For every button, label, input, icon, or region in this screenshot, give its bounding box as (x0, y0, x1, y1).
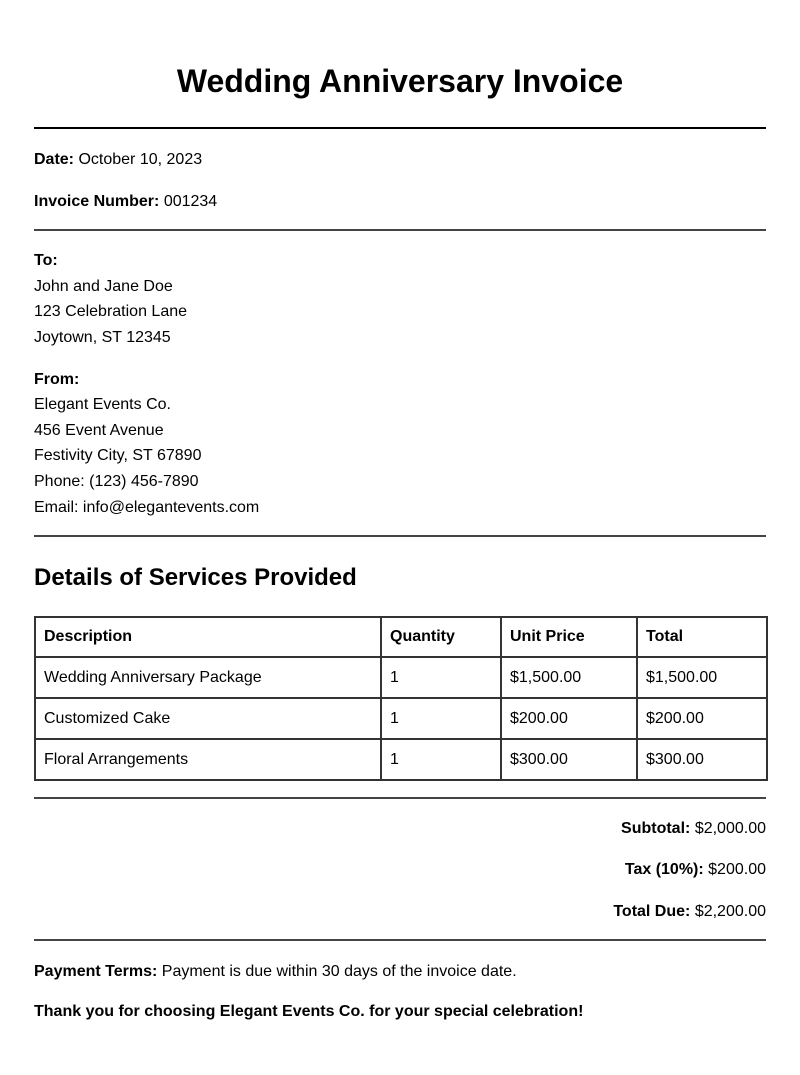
meta-divider (34, 229, 766, 231)
cell-quantity: 1 (381, 739, 501, 780)
cell-unit-price: $200.00 (501, 698, 637, 739)
to-street: 123 Celebration Lane (34, 303, 188, 320)
payment-terms-line (34, 962, 517, 982)
from-street: 456 Event Avenue (34, 422, 164, 439)
cell-quantity: 1 (381, 698, 501, 739)
tax-line (625, 860, 766, 880)
table-header-row (35, 617, 767, 657)
table-row (35, 698, 767, 739)
from-phone: Phone: (123) 456-7890 (34, 473, 199, 490)
to-name: John and Jane Doe (34, 278, 173, 295)
cell-description: Customized Cake (35, 698, 381, 739)
from-email: Email: info@elegantevents.com (34, 499, 260, 516)
from-company: Elegant Events Co. (34, 396, 171, 413)
address-divider (34, 535, 766, 537)
invoice-number-label: Invoice Number: (34, 193, 160, 210)
invoice-number-value: 001234 (163, 193, 218, 210)
column-header-total: Total (637, 617, 767, 657)
from-label (34, 370, 79, 390)
summary-divider (34, 939, 766, 941)
subtotal-value: $2,000.00 (694, 820, 766, 837)
tax-value: $200.00 (708, 861, 766, 878)
payment-terms-label: Payment Terms: (34, 963, 158, 980)
cell-description: Floral Arrangements (35, 739, 381, 780)
total-due-line (613, 902, 766, 922)
column-header-quantity: Quantity (381, 617, 501, 657)
cell-description: Wedding Anniversary Package (35, 657, 381, 698)
services-heading: Details of Services Provided (34, 564, 357, 591)
to-label (34, 251, 58, 271)
total-due-value: $2,200.00 (694, 903, 766, 920)
cell-total: $1,500.00 (637, 657, 767, 698)
thank-you-note: Thank you for choosing Elegant Events Co. for your special celebration! (34, 1003, 584, 1020)
column-header-unit-price: Unit Price (501, 617, 637, 657)
tax-label: Tax (10%): (624, 861, 704, 878)
cell-quantity: 1 (381, 657, 501, 698)
table-row (35, 657, 767, 698)
services-table (34, 616, 768, 781)
invoice-title: Wedding Anniversary Invoice (176, 63, 624, 99)
column-header-description: Description (35, 617, 381, 657)
table-row (35, 739, 767, 780)
cell-total: $200.00 (637, 698, 767, 739)
cell-unit-price: $1,500.00 (501, 657, 637, 698)
payment-terms-value: Payment is due within 30 days of the invoice date. (161, 963, 517, 980)
to-label-text: To: (34, 252, 58, 269)
subtotal-label: Subtotal: (621, 820, 691, 837)
to-city: Joytown, ST 12345 (34, 329, 171, 346)
title-divider (34, 127, 766, 129)
table-divider (34, 797, 766, 799)
date-label: Date: (34, 151, 75, 168)
subtotal-line (621, 819, 766, 839)
invoice-number-line (34, 192, 217, 212)
total-due-label: Total Due: (613, 903, 691, 920)
cell-unit-price: $300.00 (501, 739, 637, 780)
cell-total: $300.00 (637, 739, 767, 780)
from-label-text: From: (34, 371, 80, 388)
date-line (34, 150, 202, 170)
date-value: October 10, 2023 (78, 151, 203, 168)
from-city: Festivity City, ST 67890 (34, 447, 202, 464)
